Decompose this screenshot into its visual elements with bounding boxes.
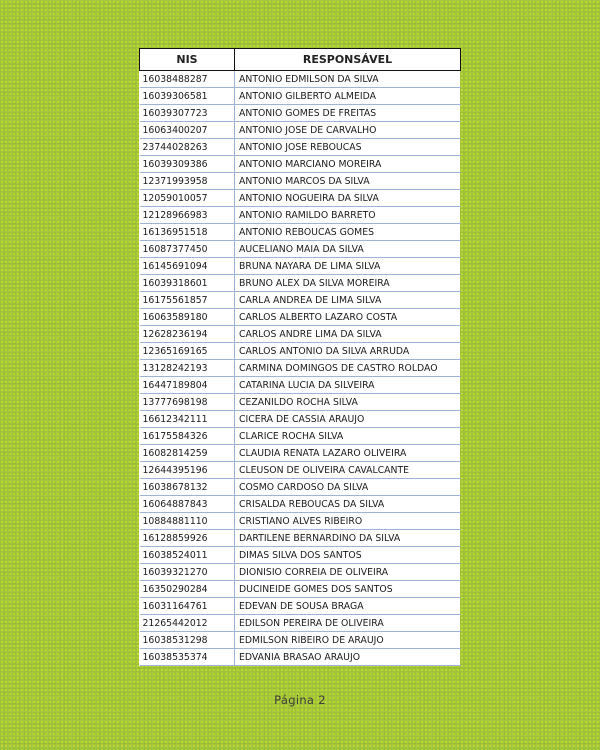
table-row (140, 513, 461, 530)
nis-cell: 16039307723 (140, 105, 235, 122)
responsavel-cell: EDEVAN DE SOUSA BRAGA (235, 598, 461, 615)
table-row (140, 275, 461, 292)
table-row (140, 394, 461, 411)
nis-cell: 23744028263 (140, 139, 235, 156)
responsavel-cell: ANTONIO JOSE REBOUCAS (235, 139, 461, 156)
table-row (140, 360, 461, 377)
nis-cell: 16064887843 (140, 496, 235, 513)
table-row (140, 71, 461, 88)
responsavel-cell: CARMINA DOMINGOS DE CASTRO ROLDAO (235, 360, 461, 377)
nis-cell: 16039318601 (140, 275, 235, 292)
table-row (140, 122, 461, 139)
table-header (140, 49, 461, 71)
table-row (140, 564, 461, 581)
table-row (140, 309, 461, 326)
nis-cell: 16175561857 (140, 292, 235, 309)
responsavel-cell: ANTONIO RAMILDO BARRETO (235, 207, 461, 224)
table-row (140, 88, 461, 105)
nis-cell: 12059010057 (140, 190, 235, 207)
responsavel-cell: ANTONIO EDMILSON DA SILVA (235, 71, 461, 88)
nis-cell: 16039321270 (140, 564, 235, 581)
responsavel-cell: BRUNO ALEX DA SILVA MOREIRA (235, 275, 461, 292)
table-row (140, 241, 461, 258)
nis-cell: 21265442012 (140, 615, 235, 632)
nis-cell: 16447189804 (140, 377, 235, 394)
page-number: Página 2 (274, 693, 326, 707)
nis-cell: 16039309386 (140, 156, 235, 173)
responsavel-cell: EDILSON PEREIRA DE OLIVEIRA (235, 615, 461, 632)
nis-cell: 12644395196 (140, 462, 235, 479)
responsavel-cell: CEZANILDO ROCHA SILVA (235, 394, 461, 411)
table-row (140, 479, 461, 496)
table-row (140, 428, 461, 445)
responsavel-cell: EDMILSON RIBEIRO DE ARAUJO (235, 632, 461, 649)
nis-cell: 12628236194 (140, 326, 235, 343)
responsavel-cell: CLEUSON DE OLIVEIRA CAVALCANTE (235, 462, 461, 479)
table-row (140, 377, 461, 394)
nis-cell: 13128242193 (140, 360, 235, 377)
nis-cell: 12128966983 (140, 207, 235, 224)
responsavel-cell: CATARINA LUCIA DA SILVEIRA (235, 377, 461, 394)
nis-cell: 16038531298 (140, 632, 235, 649)
nis-cell: 16039306581 (140, 88, 235, 105)
nis-cell: 12365169165 (140, 343, 235, 360)
table-row (140, 649, 461, 666)
responsavel-cell: ANTONIO GILBERTO ALMEIDA (235, 88, 461, 105)
table-row (140, 292, 461, 309)
nis-cell: 16038524011 (140, 547, 235, 564)
responsavel-cell: CARLA ANDREA DE LIMA SILVA (235, 292, 461, 309)
table-row (140, 632, 461, 649)
responsavel-cell: CARLOS ANDRE LIMA DA SILVA (235, 326, 461, 343)
responsavel-cell: ANTONIO GOMES DE FREITAS (235, 105, 461, 122)
table-row (140, 598, 461, 615)
header-nis: NIS (140, 49, 235, 71)
responsavel-cell: EDVANIA BRASAO ARAUJO (235, 649, 461, 666)
responsavel-cell: COSMO CARDOSO DA SILVA (235, 479, 461, 496)
table-row (140, 411, 461, 428)
responsavel-cell: ANTONIO REBOUCAS GOMES (235, 224, 461, 241)
table-row (140, 224, 461, 241)
responsavel-cell: CRISALDA REBOUCAS DA SILVA (235, 496, 461, 513)
responsavel-cell: ANTONIO MARCOS DA SILVA (235, 173, 461, 190)
responsavel-cell: DIMAS SILVA DOS SANTOS (235, 547, 461, 564)
responsavel-cell: ANTONIO MARCIANO MOREIRA (235, 156, 461, 173)
nis-cell: 16087377450 (140, 241, 235, 258)
table-row (140, 190, 461, 207)
nis-cell: 16063589180 (140, 309, 235, 326)
beneficiary-table-sheet (139, 48, 460, 666)
responsavel-cell: CRISTIANO ALVES RIBEIRO (235, 513, 461, 530)
nis-cell: 16038488287 (140, 71, 235, 88)
responsavel-cell: BRUNA NAYARA DE LIMA SILVA (235, 258, 461, 275)
table-row (140, 581, 461, 598)
nis-cell: 16038535374 (140, 649, 235, 666)
table-row (140, 530, 461, 547)
responsavel-cell: CLAUDIA RENATA LAZARO OLIVEIRA (235, 445, 461, 462)
nis-cell: 16136951518 (140, 224, 235, 241)
nis-cell: 16350290284 (140, 581, 235, 598)
table-row (140, 615, 461, 632)
nis-cell: 16175584326 (140, 428, 235, 445)
table-body (140, 71, 461, 666)
table-row (140, 343, 461, 360)
responsavel-cell: CLARICE ROCHA SILVA (235, 428, 461, 445)
responsavel-cell: DIONISIO CORREIA DE OLIVEIRA (235, 564, 461, 581)
table-row (140, 462, 461, 479)
responsavel-cell: CARLOS ALBERTO LAZARO COSTA (235, 309, 461, 326)
nis-cell: 16128859926 (140, 530, 235, 547)
responsavel-cell: CICERA DE CASSIA ARAUJO (235, 411, 461, 428)
responsavel-cell: ANTONIO NOGUEIRA DA SILVA (235, 190, 461, 207)
table-row (140, 258, 461, 275)
responsavel-cell: DARTILENE BERNARDINO DA SILVA (235, 530, 461, 547)
nis-cell: 16082814259 (140, 445, 235, 462)
nis-cell: 10884881110 (140, 513, 235, 530)
table-row (140, 326, 461, 343)
nis-cell: 13777698198 (140, 394, 235, 411)
responsavel-cell: AUCELIANO MAIA DA SILVA (235, 241, 461, 258)
responsavel-cell: ANTONIO JOSE DE CARVALHO (235, 122, 461, 139)
header-responsavel: RESPONSÁVEL (235, 49, 461, 71)
nis-cell: 16145691094 (140, 258, 235, 275)
nis-cell: 16031164761 (140, 598, 235, 615)
table-row (140, 445, 461, 462)
table-row (140, 139, 461, 156)
table-row (140, 207, 461, 224)
responsavel-cell: DUCINEIDE GOMES DOS SANTOS (235, 581, 461, 598)
responsavel-cell: CARLOS ANTONIO DA SILVA ARRUDA (235, 343, 461, 360)
table-row (140, 496, 461, 513)
nis-cell: 16612342111 (140, 411, 235, 428)
table-row (140, 173, 461, 190)
nis-cell: 16038678132 (140, 479, 235, 496)
nis-cell: 12371993958 (140, 173, 235, 190)
table-row (140, 547, 461, 564)
table-row (140, 156, 461, 173)
table-row (140, 105, 461, 122)
beneficiary-table (139, 48, 461, 666)
header-row (140, 49, 461, 71)
nis-cell: 16063400207 (140, 122, 235, 139)
